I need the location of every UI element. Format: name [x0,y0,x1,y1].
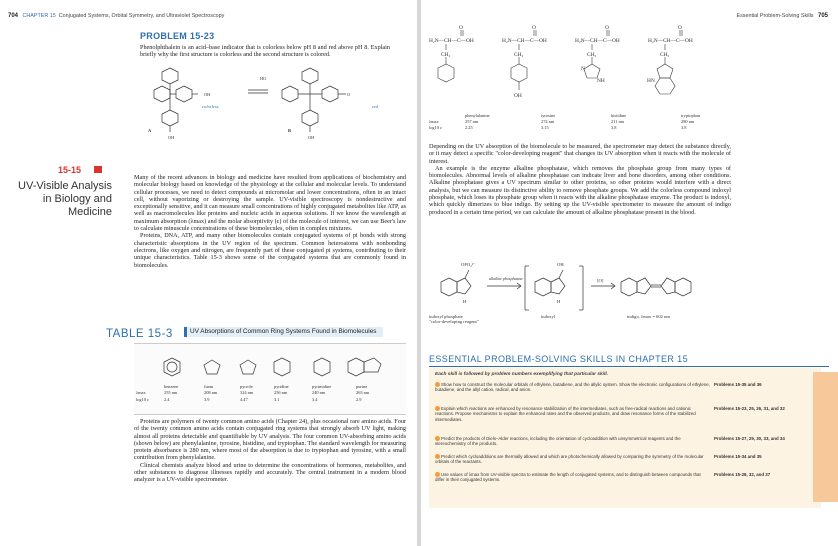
section-body [134,174,406,269]
histidine-nh: NH [597,78,605,84]
carbonyl-o: O [532,25,536,31]
skill-item [435,472,710,483]
col-lambda: 263 nm [356,390,370,395]
carbonyl-o: O [678,25,682,31]
ch-label: CH [517,38,525,44]
running-header-right [736,13,828,19]
eps-title: ESSENTIAL PROBLEM-SOLVING SKILLS IN CHAPTER 15 [429,354,829,367]
skill-problems: Problems 15-27, 29, 30, 33, and 34 [714,436,785,441]
section-number: 15-15 [58,165,82,175]
amino-acid-structures [429,24,729,142]
ch2-label: CH₂ [660,52,670,58]
ch-label: CH [663,38,671,44]
cooh-label: C—OH [675,38,693,44]
page-number: 704 [8,13,19,19]
table-caption: UV Absorptions of Common Ring Systems Found in Biomolecules [184,327,383,337]
cooh-label: C—OH [529,38,547,44]
section-title-line: in Biology and [42,193,112,205]
indoxyl-phosphate-label: indoxyl phosphate [429,314,463,319]
structure-b-label: B [288,128,291,133]
aa-row-lambda: λmax [429,119,439,124]
ch2-label: CH₂ [514,52,524,58]
col-log: 3.9 [204,397,210,402]
ch-label: CH [590,38,598,44]
indoxyl-reaction-scheme [429,256,729,336]
skill-item [435,436,710,447]
aa-lambda: 280 nm [681,119,695,124]
aa-log: 3.8 [681,125,687,130]
paragraph: Proteins, DNA, ATP, and many other biomolecules contain conjugated systems of pi bonds with strong characteristic absorptions in the UV region of the spectrum. Common heteroatoms with nonbonding electrons, like oxygen and nitrogen, are frequently part of these conjugated pi systems, contributing to their unique characteristics. Table 15-3 shows some of the conjugated systems that are commonly found in biomolecules. [134,232,406,269]
section-title [14,180,112,219]
table-row-lambda: λmax [136,390,146,395]
carbonyl-o: O [605,25,609,31]
aa-name: tyrosine [541,113,556,118]
skill-problems: Problems 15-34 and 35 [714,454,762,459]
aa-name: histidine [611,113,627,118]
chapter-label: CHAPTER 15 [22,13,56,19]
skill-bullet [435,454,440,459]
skill-bullet [435,436,440,441]
col-lambda: 208 nm [204,390,218,395]
aa-row-log: log10 ε [429,125,442,130]
skill-text: Explain which reactions are enhanced by resonance stabilization of the intermediates, such as free-radical reactions and cationic reactions. Propose mechanisms to explain the enhanced rates and the observed products, and draw resonance forms of the stabilized intermediates. [435,406,696,422]
opo3-label: OPO₃²⁻ [461,262,476,267]
col-name: pyrimidine [312,384,332,389]
colorless-label: colorless [202,104,219,109]
table-label: TABLE 15-3 [106,328,173,340]
cooh-label: C—OH [602,38,620,44]
col-name: benzene [164,384,179,389]
ch2-label: CH₂ [441,52,451,58]
phenol-ho-label: HO [260,76,267,81]
aa-log: 3.15 [541,125,549,130]
amine-label: H₂N [575,38,585,44]
col-log: 3.1 [274,397,280,402]
skill-problems: Problems 15-28, 32, and 37 [714,472,771,477]
paragraph: An example is the enzyme alkaline phosphatase, which removes the phosphate group from many types of biomolecules. Abnormal levels of alkaline phosphatase can indicate liver and bone disorders, among other conditions. Alkaline phosphatase gives a UV spectrum similar to other proteins, so other proteins would interfere with a direct analysis, but we can measure its distinctive ability to remove phosphate groups. We add the colorless compound indoxyl phosphate, which loses its phosphate group when it reacts with the alkaline phosphatase enzyme. The product is indoxyl, which quickly dimerizes to blue indigo. By setting up the UV-visible spectrometer to measure the amount of indigo produced in a certain time period, we can calculate the amount of alkaline phosphatase present in the blood. [429,164,731,216]
aa-lambda: 257 nm [465,119,479,124]
amine-label: H₂N [648,38,658,44]
skill-text: Predict which cycloadditions are thermally allowed and which are photochemically allowed by comparing the symmetry of the molecular orbitals of the reactants. [435,454,704,465]
indole-h: H [557,299,561,304]
running-head: Conjugated Systems, Orbital Symmetry, and Ultraviolet Spectroscopy [58,13,225,19]
skill-item [435,382,710,393]
svg-text:H₂N—CH—C—OH: H₂N—CH—C—OH [575,38,620,44]
tryptophan-hn: HN [647,78,655,84]
aa-log: 3.8 [611,125,617,130]
skill-item [435,406,710,422]
col-log: 4.47 [240,397,248,402]
phenol-oh-label-b: OH [308,135,315,140]
ch2-label: CH₂ [587,52,597,58]
paragraph: Proteins are polymers of twenty common amino acids (Chapter 24), plus occasional rare amino acids. Four of the twenty common amino acids contain conjugated ring systems that strongly absorb UV light, making almost all proteins detectable and quantifiable by UV analysis. The four common UV-absorbing amino acids (shown below) are phenylalanine, tyrosine, histidine, and tryptophan. The standard wavelength for measuring protein absorbance is 280 nm, where most of the absorption is due to tryptophan and tyrosine, with a small contribution from phenylalanine. [134,418,406,462]
skill-bullet [435,472,440,477]
aa-lambda: 211 nm [611,119,625,124]
phenol-o-label: O [347,92,351,97]
indole-h: H [463,299,467,304]
skill-problems: Problems 15-35 and 36 [714,382,762,387]
red-label: red [372,104,378,109]
col-lambda: 240 nm [312,390,326,395]
indoxyl-label: indoxyl [541,314,556,319]
col-lambda: 324 nm [240,390,254,395]
aa-name: tryptophan [681,113,701,118]
skill-item [435,454,710,465]
col-log: 2.4 [164,397,170,402]
col-name: pyrrole [240,384,253,389]
phenol-oh-label: OH [204,92,211,97]
enzyme-label: alkaline phosphatase [489,276,523,281]
section-marker [94,166,102,173]
phenol-oh-label-bottom: OH [168,135,175,140]
aa-log: 2.25 [465,125,473,130]
section-title-line: UV-Visible Analysis [18,180,112,192]
indoxyl-oh-label: OH [557,262,564,267]
table-15-3 [134,343,406,415]
col-log: 2.9 [356,397,362,402]
skill-bullet [435,406,440,411]
col-name: purine [356,384,368,389]
oxidation-label: [O] [597,278,604,283]
page-number: 705 [817,13,828,19]
problem-text: Phenolphthalein is an acid–base indicator that is colorless below pH 8 and red above pH 8. Explain briefly why the first structure is colorless and the second structure is colored. [140,44,390,59]
ch-label: CH [444,38,452,44]
phenolphthalein-structures [140,62,410,144]
tyrosine-oh: OH [514,93,522,99]
col-log: 3.4 [312,397,318,402]
table-row-log: log10 ε [136,397,149,402]
skill-problems: Problems 15-23, 25, 26, 31, and 32 [714,406,785,411]
structure-a-label: A [148,128,152,133]
amine-label: H₂N [429,38,439,44]
cooh-label: C—OH [456,38,474,44]
paragraph: Depending on the UV absorption of the biomolecule to be measured, the spectrometer may detect the substance directly, or it may detect a specific "color-developing reagent" that changes its UV absorption when it reacts with the molecule of interest. [429,143,731,165]
eps-side-band [813,372,838,502]
skill-bullet [435,382,440,387]
running-head: Essential Problem-Solving Skills [736,13,814,19]
histidine-n: N [581,66,585,72]
aa-lambda: 274 nm [541,119,555,124]
col-lambda: 255 nm [164,390,178,395]
right-body [429,143,731,216]
running-header-left [8,13,224,19]
color-reagent-label: "color-developing reagent" [429,319,479,324]
paragraph: Clinical chemists analyze blood and urine to determine the concentrations of hormones, metabolites, and other substances to diagnose illnesses rapidly and accurately. The central instrument in a modern blood analyzer is a UV-visible spectrometer. [134,461,406,484]
skill-text: Show how to construct the molecular orbitals of ethylene, butadiene, and the allylic system. Show the electronic configurations of ethylene, butadiene, and the allyl cation, radical, and anion. [435,382,710,393]
skill-text: Predict the products of Diels–Alder reactions, including the orientation of cycloaddition with unsymmetrical reagents and the stereochemistry of the products. [435,436,681,447]
eps-intro: Each skill is followed by problem numbers exemplifying that particular skill. [435,372,608,377]
paragraph: Many of the recent advances in biology and medicine have resulted from applications of biochemistry and molecular biology based on knowledge of the physiology at the cellular and molecular levels. To understand cellular processes, we need to detect compounds at micromolar and lower concentrations, often in an intact cell, without vaporizing or destroying the sample. UV-visible spectroscopy is nondestructive and exceptionally sensitive, and it can measure small concentrations of highly conjugated metabolites like ATP, as well as macromolecules like proteins and nucleic acids in aqueous solutions. If we know the wavelength at maximum absorption (λmax) and the molar absorptivity (ε) of the molecule of interest, we can use Beer's law to calculate minuscule concentrations of these biomolecules, often in complex mixtures. [134,174,406,233]
svg-text:H₂N—CH—C—OH: H₂N—CH—C—OH [502,38,547,44]
svg-text:H₂N—CH—C—OH: H₂N—CH—C—OH [429,38,474,44]
amine-label: H₂N [502,38,512,44]
right-page [421,0,838,546]
left-page [0,0,417,546]
col-name: furan [204,384,214,389]
section-body-continued [134,418,406,484]
svg-text:H₂N—CH—C—OH: H₂N—CH—C—OH [648,38,693,44]
skill-text: Use values of λmax from UV-visible spectra to estimate the length of conjugated systems, and to distinguish between compounds that differ in their conjugated systems. [435,472,701,483]
carbonyl-o: O [459,25,463,31]
aa-name: phenylalanine [465,113,490,118]
col-name: pyridine [274,384,289,389]
col-lambda: 256 nm [274,390,288,395]
problem-title: PROBLEM 15-23 [140,31,215,41]
indigo-label: indigo, λmax = 602 nm [627,314,670,319]
section-title-line: Medicine [67,206,112,218]
